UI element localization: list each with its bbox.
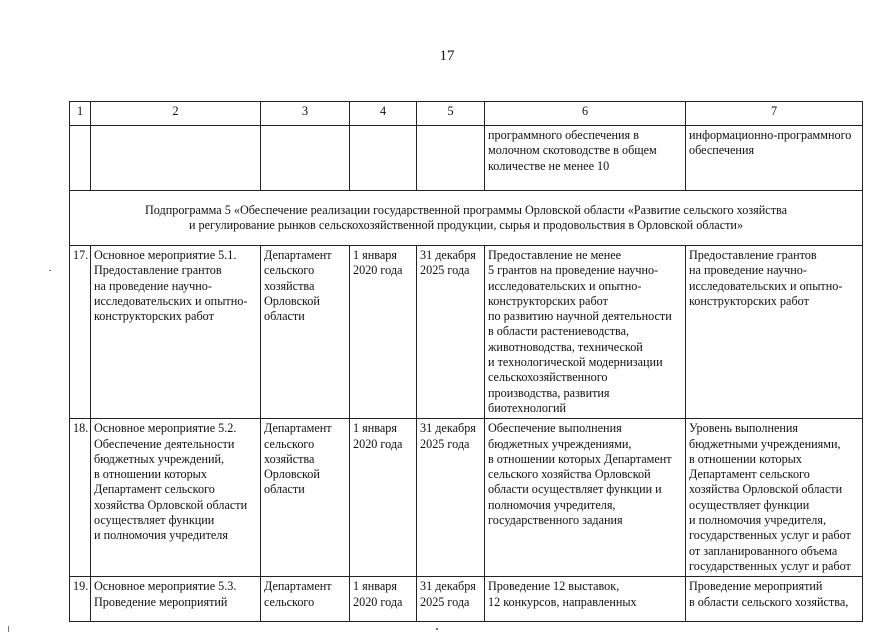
text-line: Департамент — [264, 248, 332, 262]
text-line: Департамент — [264, 421, 332, 436]
header-cell-3: 3 — [261, 102, 350, 126]
text-line: государственных услуг и работ — [689, 558, 851, 573]
text-line: исследовательских и опытно- — [94, 293, 248, 308]
text-line: хозяйства Орловской области — [689, 482, 843, 497]
event-cell — [91, 577, 261, 622]
continuation-row — [70, 126, 863, 191]
text-line: Обеспечение выполнения — [488, 421, 622, 436]
indicator-cell — [686, 419, 863, 577]
text-line: 31 декабря — [420, 421, 476, 436]
text-line: Орловской — [264, 467, 320, 482]
page-number: 17 — [439, 48, 455, 64]
text-line: Проведение мероприятий — [94, 594, 228, 609]
header-cell-5: 5 — [417, 102, 485, 126]
text-line: 2020 года — [353, 436, 403, 451]
table-row — [70, 577, 863, 622]
continuation-indicator-cell — [686, 126, 863, 191]
table-row — [70, 246, 863, 419]
text-line: Предоставление не менее — [488, 248, 622, 262]
text-line: производства, развития — [488, 385, 610, 400]
text-line: 2025 года — [420, 594, 470, 609]
subprogram-row — [70, 191, 863, 246]
text-line: в отношении которых Департамент — [488, 451, 672, 466]
text-line: Орловской — [264, 293, 320, 308]
cell-empty — [91, 126, 261, 191]
events-table — [69, 101, 863, 622]
executor-cell — [261, 419, 350, 577]
text-line: Уровень выполнения — [689, 421, 799, 436]
text-line: в отношении которых — [94, 467, 207, 482]
text-line: на проведение научно- — [94, 278, 212, 293]
text-line: 31 декабря — [420, 579, 476, 594]
text-line: Предоставление грантов — [94, 263, 222, 278]
row-number: 18. — [70, 419, 91, 577]
header-cell-7: 7 — [686, 102, 863, 126]
text-line: в области растениеводства, — [488, 324, 630, 339]
subprogram-title — [70, 191, 863, 246]
text-line: исследовательских и опытно- — [689, 278, 843, 293]
row-number: 17. — [70, 246, 91, 419]
start-date-cell — [350, 419, 417, 577]
result-cell — [485, 246, 686, 419]
text-line: бюджетных учреждений, — [94, 451, 225, 466]
cell-empty — [261, 126, 350, 191]
cell-empty — [70, 126, 91, 191]
text-line: 1 января — [353, 248, 397, 262]
header-row — [70, 102, 863, 126]
text-line: области — [264, 309, 305, 324]
text-line: конструкторских работ — [94, 309, 214, 324]
text-line: осуществляет функции — [94, 513, 215, 528]
event-cell — [91, 246, 261, 419]
text-line: Предоставление грантов — [689, 248, 817, 262]
text-line: полномочия учредителя, — [488, 497, 616, 512]
text-line: Департамент сельского — [689, 467, 810, 482]
scan-speck — [8, 626, 9, 632]
row-number: 19. — [70, 577, 91, 622]
text-line: Проведение 12 выставок, — [488, 579, 620, 594]
text-line: хозяйства — [264, 451, 315, 466]
text-line: сельскохозяйственного — [488, 370, 608, 385]
text-line: Департамент сельского — [94, 482, 215, 497]
text-line: 12 конкурсов, направленных — [488, 594, 637, 609]
header-cell-2: 2 — [91, 102, 261, 126]
text-line: биотехнологий — [488, 400, 566, 415]
header-cell-1: 1 — [70, 102, 91, 126]
text-line: сельского — [264, 594, 315, 609]
executor-cell — [261, 246, 350, 419]
text-line: конструкторских работ — [488, 293, 608, 308]
indicator-cell — [686, 246, 863, 419]
result-cell — [485, 419, 686, 577]
text-line: по развитию научной деятельности — [488, 309, 672, 324]
text-line: от запланированного объема — [689, 543, 838, 558]
text-line: на проведение научно- — [689, 263, 807, 278]
text-line: области осуществляет функции и — [488, 482, 662, 497]
text-line: и технологической модернизации — [488, 355, 663, 370]
header-cell-4: 4 — [350, 102, 417, 126]
text-line: и полномочия учредителя, — [689, 513, 827, 528]
text-line: 2020 года — [353, 594, 403, 609]
text-line: государственных услуг и работ — [689, 528, 851, 543]
text-line: Департамент — [264, 579, 332, 594]
text-line: хозяйства Орловской области — [94, 497, 248, 512]
start-date-cell — [350, 577, 417, 622]
text-line: в области сельского хозяйства, — [689, 594, 849, 609]
text-line: и регулирование рынков сельскохозяйственной продукции, сырья и продовольствия в Орловской области» — [188, 218, 744, 233]
cell-empty — [350, 126, 417, 191]
start-date-cell — [350, 246, 417, 419]
indicator-cell — [686, 577, 863, 622]
text-line: животноводства, технической — [488, 339, 643, 354]
text-line: Подпрограмма 5 «Обеспечение реализации государственной программы Орловской области «Развитие сельского хозяйства — [144, 203, 788, 217]
text-line: конструкторских работ — [689, 293, 809, 308]
text-line: 2020 года — [353, 263, 403, 278]
end-date-cell — [417, 577, 485, 622]
text-line: в отношении которых — [689, 451, 802, 466]
text-line: бюджетными учреждениями, — [689, 436, 841, 451]
text-line: государственного задания — [488, 513, 623, 528]
text-line: обеспечения — [689, 143, 755, 158]
continuation-result-cell — [485, 126, 686, 191]
text-line: 2025 года — [420, 436, 470, 451]
text-line: сельского — [264, 263, 315, 278]
text-line: молочном скотоводстве в общем — [488, 143, 657, 158]
text-line: информационно-программного — [689, 128, 852, 142]
text-line: сельского — [264, 436, 315, 451]
text-line: 1 января — [353, 579, 397, 594]
end-date-cell — [417, 246, 485, 419]
text-line: Основное мероприятие 5.2. — [94, 421, 237, 436]
text-line: исследовательских и опытно- — [488, 278, 642, 293]
text-line: бюджетных учреждениями, — [488, 436, 632, 451]
executor-cell — [261, 577, 350, 622]
text-line: Обеспечение деятельности — [94, 436, 235, 451]
text-line: 5 грантов на проведение научно- — [488, 263, 659, 278]
text-line: осуществляет функции — [689, 497, 810, 512]
end-date-cell — [417, 419, 485, 577]
scan-speck — [436, 628, 438, 630]
scan-speck — [49, 270, 51, 271]
text-line: области — [264, 482, 305, 497]
event-cell — [91, 419, 261, 577]
text-line: Проведение мероприятий — [689, 579, 823, 594]
text-line: Основное мероприятие 5.1. — [94, 248, 237, 262]
text-line: 1 января — [353, 421, 397, 436]
text-line: 31 декабря — [420, 248, 476, 262]
table-row — [70, 419, 863, 577]
result-cell — [485, 577, 686, 622]
header-cell-6: 6 — [485, 102, 686, 126]
text-line: сельского хозяйства Орловской — [488, 467, 651, 482]
text-line: программного обеспечения в — [488, 128, 639, 142]
text-line: количестве не менее 10 — [488, 158, 610, 173]
text-line: Основное мероприятие 5.3. — [94, 579, 237, 594]
text-line: и полномочия учредителя — [94, 528, 228, 543]
text-line: 2025 года — [420, 263, 470, 278]
cell-empty — [417, 126, 485, 191]
text-line: хозяйства — [264, 278, 315, 293]
